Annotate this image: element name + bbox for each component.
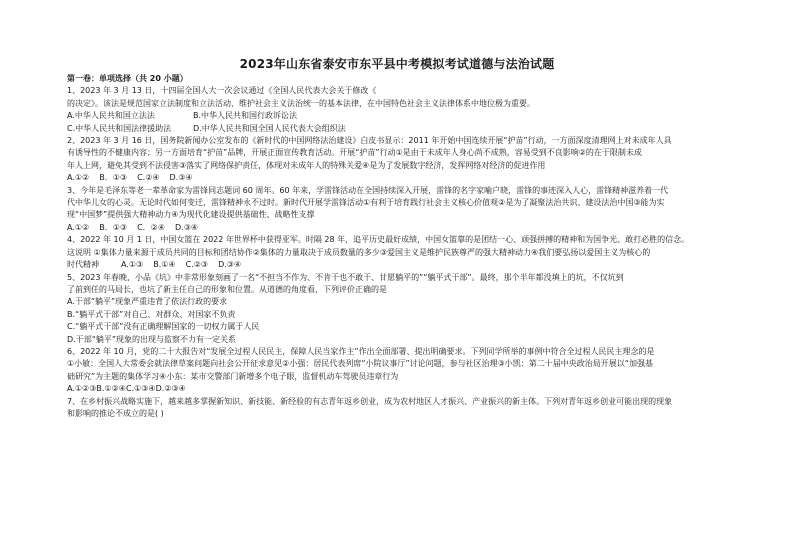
option-d[interactable]: D.③④ [169,173,193,183]
option-a[interactable]: A.①② [67,222,90,232]
question-text-line: 年人上网，避免其受到不法侵害③落实了网络保护责任，体现对未成年人的特殊关爱④是为了发展数字经济，发挥网络对经济的促进作用 [67,160,546,170]
question-6 [67,346,744,396]
question-text-line: 有诱导性的不健康内容；另一方面培育“护苗”品牌，开展正面宣传教育活动。开展“护苗”行动①是由于未成年人身心尚不成熟，容易受到不良影响②的在于限制未成 [67,148,642,158]
option-d[interactable]: D.②③④ [155,384,186,394]
question-4 [67,234,744,271]
question-text-line: 和影响的推论不成立的是( ) [67,408,164,418]
question-text-line: 了前到任的马局长，也坑了新主任自己的形象和位置。从道德的角度看，下列评价正确的是 [67,284,387,294]
option-b[interactable]: B．①③ [99,222,128,232]
option-row [67,110,744,122]
option-d[interactable]: D.③④ [218,260,242,270]
question-text-line: 的决定》。该法是规范国家立法制度和立法活动、维护社会主义法治统一的基本法律，在中国特色社会主义法律体系中地位极为重要。 [67,98,535,108]
question-text-line: 6、2022 年 10 月，党的二十大报告对“发展全过程人民民主，保障人民当家作主”作出全面部署、提出明确要求。下列同学所举的事例中符合全过程人民民主理念的是 [67,346,655,356]
option-b[interactable]: B.①④ [153,260,176,270]
option-b[interactable]: B．①③ [99,173,128,183]
option-a[interactable]: A.①② [67,173,90,183]
option-c[interactable]: C.①③④ [125,384,156,394]
question-text-line: 时代精神 [67,260,99,270]
exam-body [67,73,744,420]
option-d[interactable]: D.干部“躺平”现象的出现与监察不力有一定关系 [67,334,236,344]
question-text-line: 5、2023 年春晚，小品《坑》中非常形象刻画了一名“不担当不作为、不肯干也不敢干、甘愿躺平的”“躺平式干部”。最终，那个半年都没填上的坑，不仅坑到 [67,272,624,282]
option-b[interactable]: B.“躺平式干部”对自己、对群众、对国家不负责 [67,309,236,319]
question-text-line: 代中华儿女的心灵。无论时代如何变迁，雷锋精神永不过时。新时代开展学雷锋活动①有利于培育践行社会主义核心价值观②是为了凝聚法治共识、建设法治中国③能为实 [67,198,665,208]
option-row [67,123,744,135]
option-row [67,383,744,395]
option-c[interactable]: C.“躺平式干部”没有正确理解国家的一切权力属于人民 [67,322,260,332]
question-text-line: ①小敏：全国人大常委会就法律草案问题向社会公开征求意见②小强：居民代表列席“小院议事厅”讨论问题，参与社区治理③小凯：第二十届中央政治局开展以“加强基 [67,359,653,369]
question-text-line: 2、2023 年 3 月 16 日，国务院新闻办公室发布的《新时代的中国网络法治建设》白皮书显示：2011 年开始中国连续开展“护苗”行动，一方面深度清理网上对未成年人具 [67,136,672,146]
option-a[interactable]: A.①③ [121,260,144,270]
question-text-line: 3、今年是毛泽东等老一辈革命家为雷锋同志题词 60 周年。60 年来，学雷锋活动在全国持续深入开展，雷锋的名字家喻户晓，雷锋的事迹深入人心，雷锋精神滋养着一代 [67,185,669,195]
question-text-line: 1、2023 年 3 月 13 日，十四届全国人大一次会议通过《全国人民代表大会关于修改《 [67,86,377,96]
question-1 [67,85,744,135]
section-heading: 第一卷：单项选择（共 20 小题） [67,74,188,83]
option-c[interactable]: C.②③ [185,260,209,270]
option-a[interactable]: A.中华人民共和国立法法 [67,111,155,121]
question-text-line: 4、2022 年 10 月 1 日，中国女篮在 2022 年世界杯中获得亚军。时隔 28 年，追平历史最好成绩，中国女篮靠的是团结一心、顽强拼搏的精神和为国争光、敢打必胜的信念。 [67,235,690,245]
question-text-line: 这说明 ①集体力量来源于成员共同的目标和团结协作②集体的力量取决于成员数量的多少③爱国主义是维护民族尊严的强大精神动力④我们要弘扬以爱国主义为核心的 [67,247,651,257]
option-a[interactable]: A.干部“躺平”现象严重违背了依法行政的要求 [67,297,228,307]
question-5 [67,272,744,346]
option-c[interactable]: C．②④ [137,222,165,232]
option-d[interactable]: D.③④ [175,222,199,232]
option-row [67,222,744,234]
option-c[interactable]: C.②④ [137,173,160,183]
question-text-line: 现“中国梦”提供强大精神动力④为现代化建设提供基础性、战略性支撑 [67,210,315,220]
option-row [67,259,744,271]
question-2 [67,135,744,185]
question-3 [67,185,744,235]
option-b[interactable]: B.①②④ [96,384,126,394]
option-row [67,172,744,184]
question-7 [67,396,744,421]
option-a[interactable]: A.①②③ [67,384,97,394]
option-b[interactable]: B.中华人民共和国行政诉讼法 [193,111,298,121]
question-text-line: 础研究”为主题的集体学习④小东：某市交警部门新增多个电子眼，监督机动车驾驶员违章行为 [67,371,399,381]
option-d[interactable]: D.中华人民共和国全国人民代表大会组织法 [193,123,346,133]
option-c[interactable]: C.中华人民共和国法律援助法 [67,123,172,133]
page-title: 2023年山东省泰安市东平县中考模拟考试道德与法治试题 [239,57,555,71]
question-text-line: 7、在乡村振兴战略实施下，越来越多掌握新知识、新技能、新经验的有志青年返乡创业，成为农村地区人才振兴、产业振兴的新主体。下列对青年返乡创业可能出现的现象 [67,396,673,406]
